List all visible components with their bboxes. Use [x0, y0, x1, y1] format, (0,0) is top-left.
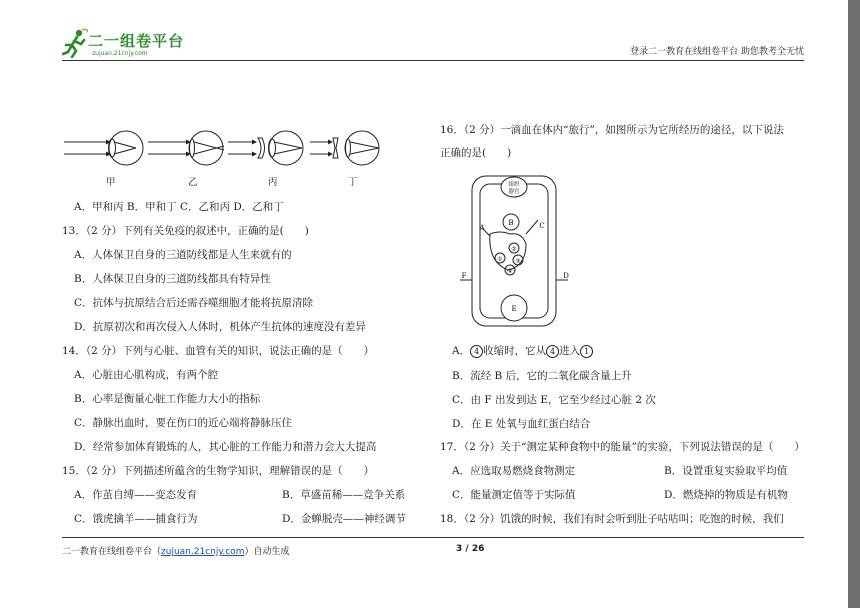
q13-option-b: B．人体保卫自身的三道防线都具有特异性: [74, 273, 271, 285]
eye-diagrams: [62, 126, 392, 174]
circle-4-icon: 4: [546, 345, 559, 358]
q15-option-c: C．饿虎擒羊——捕食行为: [74, 513, 198, 525]
q16-a-mid2: 进入: [559, 345, 581, 357]
q18-stem: 18．（2 分）饥饿的时候，我们有时会听到肚子咕咕叫；吃饱的时候，我们: [440, 513, 784, 525]
footer-prefix: 二一教育在线组卷平台（: [62, 547, 162, 557]
eye-figure: [62, 126, 392, 188]
q16-a-prefix: A．: [452, 345, 471, 357]
eye-label-2: 乙: [188, 177, 198, 188]
footer-source: [62, 544, 289, 557]
q16-option-c: C．由 F 出发到达 E，它至少经过心脏 2 次: [452, 394, 656, 406]
circle-4-icon: 4: [470, 345, 483, 358]
platform-logo[interactable]: [62, 28, 202, 62]
q14-stem: 14．（2 分）下列与心脏、血管有关的知识，说法正确的是（ ）: [62, 345, 375, 357]
circle-1-icon: 1: [580, 345, 593, 358]
circulation-svg: [460, 172, 570, 334]
eye-ding: [310, 131, 379, 165]
q16-option-b: B．流经 B 后，它的二氧化碳含量上升: [452, 370, 632, 382]
q17-option-b: B．设置重复实验取平均值: [664, 465, 788, 477]
eye-bing: [228, 131, 303, 165]
logo-text: 二一组卷平台: [88, 32, 185, 50]
q15-option-a: A．作茧自缚——变态发育: [74, 489, 198, 501]
q13-stem: 13．（2 分）下列有关免疫的叙述中，正确的是( ): [62, 225, 309, 237]
footer-suffix: ）自动生成: [244, 547, 290, 557]
footer-divider: [62, 537, 804, 538]
q14-option-c: C．静脉出血时，要在伤口的近心端将静脉压住: [74, 417, 293, 429]
label-b: B: [508, 219, 514, 227]
eye-label-1: 甲: [106, 177, 116, 188]
label-c: C: [539, 222, 545, 230]
eye-label-4: 丁: [348, 177, 358, 188]
q13-option-d: D．抗原初次和再次侵入人体时，机体产生抗体的速度没有差异: [74, 321, 366, 333]
eye-label-3: 丙: [268, 177, 278, 188]
eye-jia: [64, 131, 143, 165]
q16-stem-line2: 正确的是( ): [440, 147, 512, 159]
header-slogan[interactable]: 登录二一教育在线组卷平台 助您教考全无忧: [630, 47, 804, 57]
q14-option-d: D．经常参加体育锻炼的人，其心脏的工作能力和潜力会大大提高: [74, 441, 377, 453]
q17-option-c: C．能量测定值等于实际值: [452, 489, 576, 501]
q15-option-b: B．草盛苗稀——竞争关系: [282, 489, 406, 501]
logo-subtext: zujuan.21cnjy.com: [92, 50, 148, 57]
q15-option-d: D．金蝉脱壳——神经调节: [282, 513, 406, 525]
q16-a-mid: 收缩时，它从: [483, 345, 547, 357]
q13-option-a: A．人体保卫自身的三道防线都是人生来就有的: [74, 249, 292, 261]
blood-circulation-diagram: [460, 172, 570, 334]
q14-option-b: B．心率是衡量心脏工作能力大小的指标: [74, 393, 261, 405]
header-divider: [62, 60, 804, 61]
chamber-1: ①: [497, 256, 503, 263]
q17-option-a: A．应选取易燃烧食物测定: [452, 465, 576, 477]
q13-option-c: C．抗体与抗原结合后还需吞噬细胞才能将抗原清除: [74, 297, 314, 309]
label-a: A: [479, 224, 485, 232]
footer-link[interactable]: zujuan.21cnjy.com: [161, 547, 245, 557]
q14-option-a: A．心脏由心肌构成，有两个腔: [74, 369, 219, 381]
q15-stem: 15．（2 分）下列描述所蕴含的生物学知识，理解错误的是（ ）: [62, 465, 375, 477]
label-d: D: [563, 272, 569, 280]
chamber-4: ④: [507, 268, 513, 275]
chamber-2: ②: [511, 246, 517, 253]
q16-stem-line1: 16．（2 分）一滴血在体内“旅行”，如图所示为它所经历的途径，以下说法: [440, 124, 784, 136]
q12-options: A．甲和丙 B．甲和丁 C．乙和丙 D．乙和丁: [74, 201, 284, 213]
q16-option-d: D．在 E 处氧与血红蛋白结合: [452, 418, 591, 430]
runner-icon: [62, 28, 88, 58]
eye-yi: [148, 131, 224, 165]
organ-label-1: 组织: [508, 182, 520, 188]
label-e: E: [511, 305, 517, 313]
q16-option-a: [452, 344, 593, 358]
chamber-3: ③: [515, 258, 521, 265]
page-number: 3 / 26: [456, 544, 485, 554]
organ-label-2: 器官: [508, 189, 520, 195]
label-f: F: [461, 272, 467, 280]
q17-stem: 17．（2 分）关于“测定某种食物中的能量”的实验，下列说法错误的是（ ）: [440, 441, 805, 453]
q17-option-d: D．燃烧掉的物质是有机物: [664, 489, 788, 501]
